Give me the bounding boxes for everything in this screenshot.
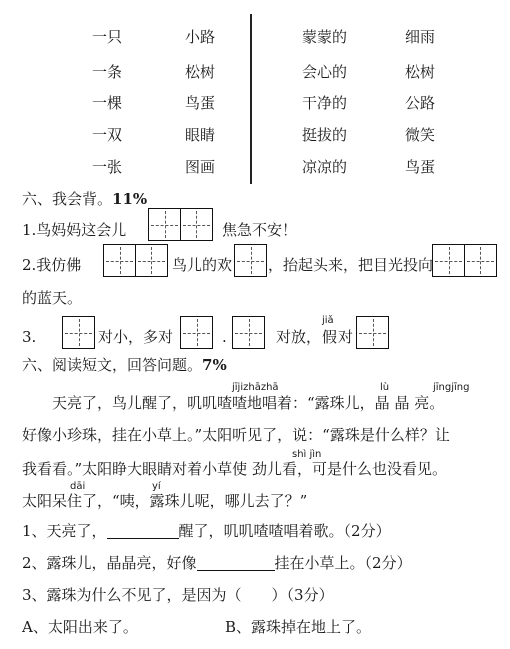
recite-q3-dui: 对	[338, 328, 354, 346]
match-right-5: 鸟蛋	[405, 158, 436, 176]
option-a[interactable]: A、太阳出来了。	[22, 618, 138, 636]
writing-box[interactable]	[103, 244, 136, 277]
writing-box[interactable]	[464, 244, 497, 277]
match-left-5: 一张	[92, 158, 123, 176]
writing-box[interactable]	[232, 316, 265, 349]
match-adj-4: 挺拔的	[302, 126, 348, 144]
recite-q1-suffix: 焦急不安！	[222, 221, 298, 239]
column-divider	[250, 14, 252, 184]
reading-q2-suffix: 挂在小草上。（2分）	[274, 554, 412, 572]
pinyin-jijizhazha: jījizhāzhā	[232, 382, 279, 393]
match-left-4: 一双	[92, 126, 123, 144]
recite-q1-prefix: 1.鸟妈妈这会儿	[22, 221, 127, 239]
passage-line-3: 我看看。”太阳睁大眼睛对着小草使 劲儿看，可是什么也没看见。	[22, 460, 447, 478]
writing-box[interactable]	[432, 244, 465, 277]
pinyin-yi: yí	[152, 481, 161, 492]
writing-box[interactable]	[356, 316, 389, 349]
recite-q2-boxes-2	[234, 244, 266, 277]
reading-heading	[22, 358, 227, 373]
reading-q2-prefix: 2、露珠儿，晶晶亮，好像	[22, 554, 197, 572]
recite-heading	[22, 192, 147, 207]
match-left-1: 一只	[92, 28, 123, 46]
reading-q1-prefix: 1、天亮了，	[22, 522, 107, 540]
recite-q2-boxes-3	[432, 244, 495, 277]
match-right-1: 细雨	[405, 28, 436, 46]
recite-q3-box-2	[180, 316, 212, 349]
recite-q3-number: 3.	[22, 328, 37, 346]
recite-q3-a: 对小，多对	[98, 328, 174, 346]
option-b[interactable]: B、露珠掉在地上了。	[225, 618, 372, 636]
recite-q3-jia: 假	[322, 328, 338, 346]
pinyin-shijin: shì jìn	[292, 449, 322, 460]
reading-q1-suffix: 醒了，叽叽喳喳唱着歌。（2分）	[178, 522, 391, 540]
passage-line-1: 天亮了，鸟儿醒了，叽叽喳喳地唱着：“露珠儿，晶 晶 亮。	[52, 394, 445, 412]
writing-box[interactable]	[62, 316, 95, 349]
match-noun-5: 图画	[185, 158, 216, 176]
recite-q3-b: 对放，	[276, 328, 322, 346]
reading-q2	[22, 556, 412, 571]
passage-line-4: 太阳呆住了，“咦，露珠儿呢，哪儿去了？”	[22, 492, 308, 510]
reading-q2-blank[interactable]	[197, 556, 275, 571]
writing-box[interactable]	[135, 244, 168, 277]
match-left-3: 一棵	[92, 94, 123, 112]
match-right-2: 松树	[405, 63, 436, 81]
recite-score: 11%	[112, 190, 148, 208]
match-left-2: 一条	[92, 63, 123, 81]
recite-q3-dot: .	[222, 328, 227, 346]
match-right-4: 微笑	[405, 126, 436, 144]
recite-heading-text: 六、我会背。	[22, 190, 113, 208]
recite-q2-line2: 的蓝天。	[22, 289, 83, 307]
match-right-3: 公路	[405, 94, 436, 112]
writing-box[interactable]	[234, 244, 267, 277]
writing-box[interactable]	[180, 208, 213, 241]
recite-q2-prefix: 2.我仿佛	[22, 256, 82, 274]
reading-q3: 3、露珠为什么不见了，是因为（ ）（3分）	[22, 586, 334, 604]
reading-q1	[22, 524, 391, 539]
reading-q1-blank[interactable]	[107, 524, 179, 539]
writing-box[interactable]	[180, 316, 213, 349]
recite-q1-boxes	[148, 208, 211, 241]
passage-line-2: 好像小珍珠，挂在小草上。”太阳听见了，说：“露珠是什么样？让	[22, 426, 450, 444]
match-noun-2: 松树	[185, 63, 216, 81]
recite-q3-box-4	[356, 316, 388, 349]
writing-box[interactable]	[148, 208, 181, 241]
match-noun-4: 眼睛	[185, 126, 216, 144]
pinyin-dai: dāi	[70, 481, 86, 492]
pinyin-lu: lù	[380, 382, 390, 393]
recite-q3-box-1	[62, 316, 94, 349]
match-adj-1: 蒙蒙的	[302, 28, 348, 46]
match-noun-3: 鸟蛋	[185, 94, 216, 112]
pinyin-jingjing: jīngjīng	[433, 382, 470, 393]
recite-q2-boxes-1	[103, 244, 166, 277]
match-noun-1: 小路	[185, 28, 216, 46]
match-adj-5: 凉凉的	[302, 158, 348, 176]
reading-heading-text: 六、阅读短文，回答问题。	[22, 356, 203, 374]
recite-q3-box-3	[232, 316, 264, 349]
reading-score: 7%	[202, 356, 227, 374]
match-adj-3: 干净的	[302, 94, 348, 112]
recite-q2-after: ，抬起头来，把目光投向	[268, 256, 434, 274]
match-adj-2: 会心的	[302, 63, 348, 81]
recite-q2-middle: 鸟儿的欢	[172, 256, 233, 274]
pinyin-jia: jiǎ	[322, 315, 334, 326]
